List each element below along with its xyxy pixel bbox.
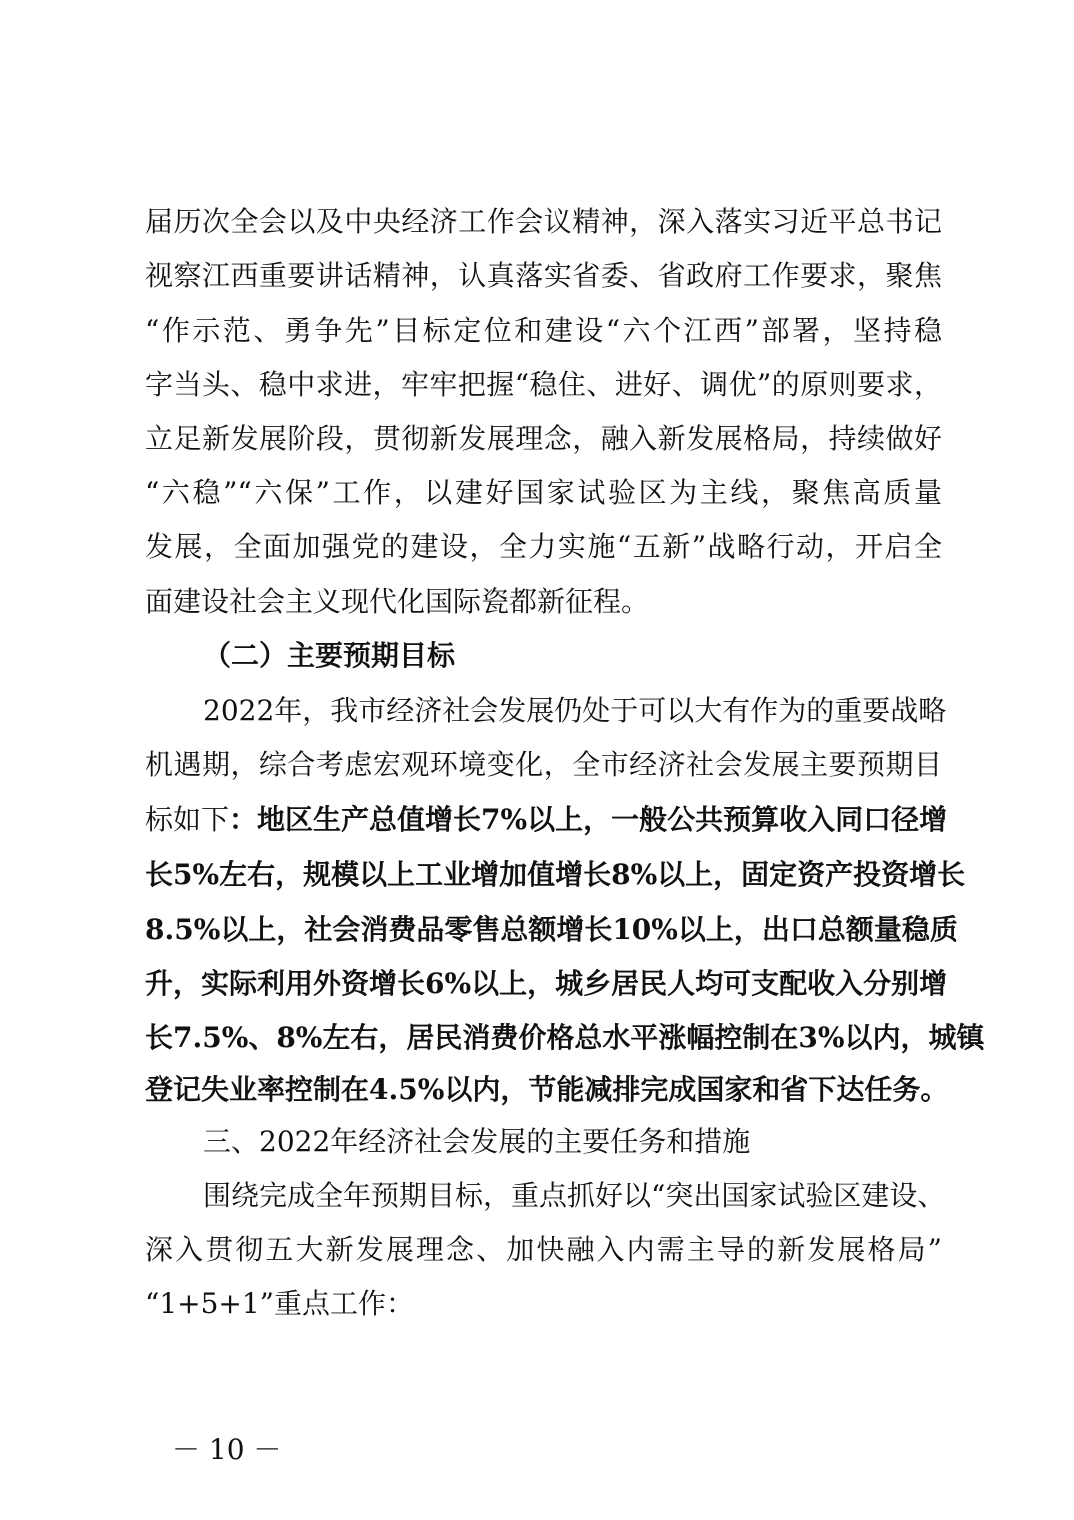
- text-line: [145, 582, 942, 622]
- text-line: [145, 855, 966, 895]
- text-line: [145, 964, 948, 1004]
- text-line: [145, 910, 958, 950]
- text-segment: 字当头、稳中求进，牢牢把握“稳住、进好、调优”的原则要求，: [145, 368, 942, 401]
- bold-text: 升，实际利用外资增长6%以上，城乡居民人均可支配收入分别增: [145, 967, 948, 1000]
- text-segment: 机遇期，综合考虑宏观环境变化，全市经济社会发展主要预期目: [145, 748, 942, 781]
- text-line: [145, 365, 942, 405]
- text-line: [145, 419, 942, 459]
- text-line: [203, 1122, 942, 1162]
- text-line: [203, 691, 947, 731]
- text-segment: 视察江西重要讲话精神，认真落实省委、省政府工作要求，聚焦: [145, 259, 942, 292]
- text-line: [145, 800, 948, 840]
- text-line: [145, 1018, 985, 1058]
- bold-text: 长7.5%、8%左右，居民消费价格总水平涨幅控制在3%以内，城镇: [145, 1021, 985, 1054]
- text-line: [145, 1284, 942, 1324]
- text-segment: “六稳”“六保”工作，以建好国家试验区为主线，聚焦高质量: [145, 476, 942, 509]
- bold-text: ：地区生产总值增长7%以上，一般公共预算收入同口径增: [229, 803, 948, 836]
- text-segment: 面建设社会主义现代化国际瓷都新征程。: [145, 585, 650, 618]
- text-line: [203, 1176, 946, 1216]
- page-number: － 10 －: [172, 1433, 282, 1466]
- text-segment: 围绕完成全年预期目标，重点抓好以“突出国家试验区建设、: [203, 1179, 946, 1212]
- section-heading: [203, 636, 942, 676]
- text-line: [145, 1230, 942, 1270]
- bold-text: 长5%左右，规模以上工业增加值增长8%以上，固定资产投资增长: [145, 858, 966, 891]
- text-segment: “作示范、勇争先”目标定位和建设“六个江西”部署，坚持稳: [145, 314, 942, 347]
- text-segment: 标如下: [145, 803, 230, 836]
- text-segment: 届历次全会以及中央经济工作会议精神，深入落实习近平总书记: [145, 205, 942, 238]
- text-segment: 三、2022年经济社会发展的主要任务和措施: [203, 1125, 751, 1158]
- text-line: [145, 1070, 949, 1110]
- text-segment: 深入贯彻五大新发展理念、加快融入内需主导的新发展格局”: [145, 1233, 942, 1266]
- text-line: [145, 256, 942, 296]
- text-line: [145, 473, 942, 513]
- bold-text: 登记失业率控制在4.5%以内，节能减排完成国家和省下达任务。: [145, 1073, 949, 1106]
- text-line: [145, 311, 942, 351]
- text-line: [145, 202, 942, 242]
- text-segment: 2022年，我市经济社会发展仍处于可以大有作为的重要战略: [203, 694, 947, 727]
- text-line: [145, 527, 942, 567]
- text-segment: 发展，全面加强党的建设，全力实施“五新”战略行动，开启全: [145, 530, 942, 563]
- text-segment: “1+5+1”重点工作：: [145, 1287, 414, 1320]
- text-segment: 立足新发展阶段，贯彻新发展理念，融入新发展格局，持续做好: [145, 422, 942, 455]
- bold-text: 8.5%以上，社会消费品零售总额增长10%以上，出口总额量稳质: [145, 913, 958, 946]
- bold-text: （二）主要预期目标: [203, 639, 456, 672]
- text-line: [145, 745, 942, 785]
